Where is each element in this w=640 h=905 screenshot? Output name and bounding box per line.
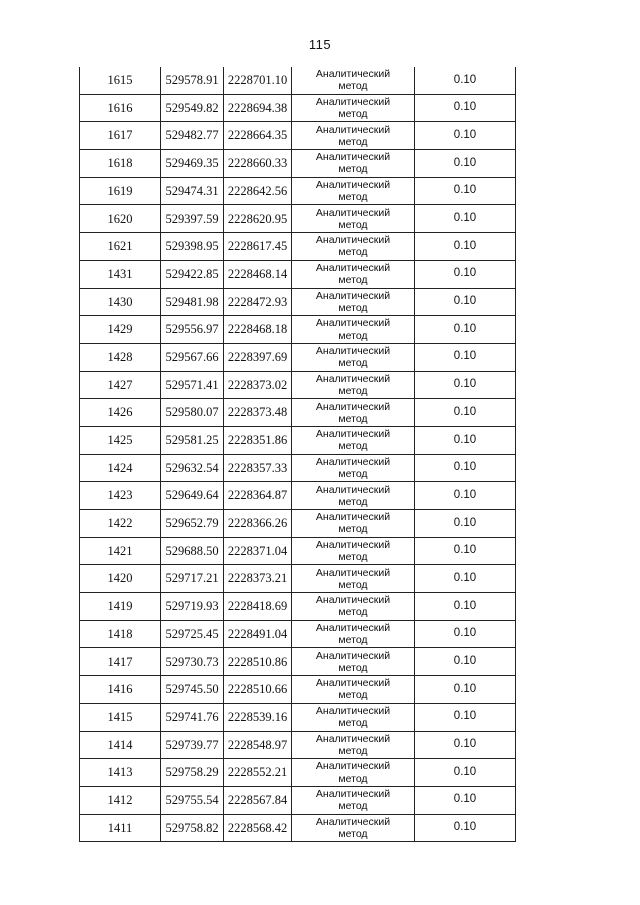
method-cell [292,316,415,344]
method-text: Аналитический метод [315,179,391,204]
x-coordinate-cell: 529549.82 [161,94,224,122]
table-row [80,537,516,565]
accuracy-cell: 0.10 [415,510,516,538]
point-number-cell: 1427 [80,371,161,399]
point-number-cell: 1426 [80,399,161,427]
method-text: Аналитический метод [315,372,391,397]
method-cell [292,399,415,427]
method-text: Аналитический метод [315,594,391,619]
accuracy-cell: 0.10 [415,233,516,261]
accuracy-cell: 0.10 [415,260,516,288]
point-number-cell: 1415 [80,703,161,731]
x-coordinate-cell: 529632.54 [161,454,224,482]
method-cell [292,122,415,150]
x-coordinate-cell: 529745.50 [161,676,224,704]
y-coordinate-cell: 2228364.87 [224,482,292,510]
method-cell [292,676,415,704]
method-cell [292,454,415,482]
y-coordinate-cell: 2228694.38 [224,94,292,122]
point-number-cell: 1421 [80,537,161,565]
point-number-cell: 1414 [80,731,161,759]
x-coordinate-cell: 529741.76 [161,703,224,731]
y-coordinate-cell: 2228642.56 [224,177,292,205]
accuracy-cell: 0.10 [415,814,516,842]
table-row [80,648,516,676]
accuracy-cell: 0.10 [415,482,516,510]
method-cell [292,67,415,94]
method-text: Аналитический метод [315,289,391,314]
method-text: Аналитический метод [315,206,391,231]
y-coordinate-cell: 2228468.18 [224,316,292,344]
coordinates-table-body [80,67,516,842]
x-coordinate-cell: 529578.91 [161,67,224,94]
point-number-cell: 1619 [80,177,161,205]
table-row [80,94,516,122]
method-text: Аналитический метод [315,538,391,564]
point-number-cell: 1615 [80,67,161,94]
x-coordinate-cell: 529422.85 [161,260,224,288]
method-text: Аналитический метод [315,428,391,453]
point-number-cell: 1419 [80,593,161,621]
accuracy-cell: 0.10 [415,703,516,731]
method-text: Аналитический метод [315,123,391,148]
point-number-cell: 1424 [80,454,161,482]
method-cell [292,177,415,205]
point-number-cell: 1413 [80,759,161,787]
y-coordinate-cell: 2228418.69 [224,593,292,621]
table-row [80,786,516,814]
method-cell [292,814,415,842]
method-cell [292,205,415,233]
table-row [80,288,516,316]
accuracy-cell: 0.10 [415,67,516,94]
table-row [80,731,516,759]
y-coordinate-cell: 2228373.48 [224,399,292,427]
method-text: Аналитический метод [315,317,391,342]
method-text: Аналитический метод [315,345,391,370]
accuracy-cell: 0.10 [415,786,516,814]
accuracy-cell: 0.10 [415,343,516,371]
point-number-cell: 1428 [80,343,161,371]
table-row [80,426,516,454]
method-text: Аналитический метод [315,732,391,757]
y-coordinate-cell: 2228468.14 [224,260,292,288]
table-row [80,67,516,94]
method-cell [292,648,415,676]
x-coordinate-cell: 529739.77 [161,731,224,759]
y-coordinate-cell: 2228701.10 [224,67,292,94]
accuracy-cell: 0.10 [415,565,516,593]
table-row [80,205,516,233]
method-cell [292,593,415,621]
point-number-cell: 1621 [80,233,161,261]
y-coordinate-cell: 2228373.21 [224,565,292,593]
table-row [80,593,516,621]
method-cell [292,233,415,261]
accuracy-cell: 0.10 [415,426,516,454]
point-number-cell: 1620 [80,205,161,233]
x-coordinate-cell: 529725.45 [161,620,224,648]
method-cell [292,94,415,122]
table-row [80,620,516,648]
method-cell [292,371,415,399]
x-coordinate-cell: 529719.93 [161,593,224,621]
method-cell [292,288,415,316]
method-text: Аналитический метод [315,262,391,287]
method-text: Аналитический метод [315,622,391,647]
method-text: Аналитический метод [315,815,391,840]
x-coordinate-cell: 529556.97 [161,316,224,344]
method-text: Аналитический метод [315,649,391,674]
table-row [80,399,516,427]
x-coordinate-cell: 529398.95 [161,233,224,261]
y-coordinate-cell: 2228567.84 [224,786,292,814]
point-number-cell: 1418 [80,620,161,648]
point-number-cell: 1429 [80,316,161,344]
accuracy-cell: 0.10 [415,648,516,676]
method-text: Аналитический метод [315,705,391,730]
accuracy-cell: 0.10 [415,676,516,704]
accuracy-cell: 0.10 [415,593,516,621]
table-row [80,260,516,288]
table-row [80,343,516,371]
accuracy-cell: 0.10 [415,316,516,344]
point-number-cell: 1412 [80,786,161,814]
y-coordinate-cell: 2228351.86 [224,426,292,454]
method-text: Аналитический метод [315,234,391,259]
x-coordinate-cell: 529652.79 [161,510,224,538]
coordinates-table [79,67,516,842]
x-coordinate-cell: 529649.64 [161,482,224,510]
table-row [80,703,516,731]
method-cell [292,620,415,648]
y-coordinate-cell: 2228568.42 [224,814,292,842]
accuracy-cell: 0.10 [415,205,516,233]
table-row [80,122,516,150]
method-cell [292,537,415,565]
page-number: 115 [308,37,332,52]
y-coordinate-cell: 2228397.69 [224,343,292,371]
table-row [80,510,516,538]
y-coordinate-cell: 2228510.86 [224,648,292,676]
y-coordinate-cell: 2228664.35 [224,122,292,150]
accuracy-cell: 0.10 [415,288,516,316]
point-number-cell: 1416 [80,676,161,704]
point-number-cell: 1430 [80,288,161,316]
point-number-cell: 1423 [80,482,161,510]
x-coordinate-cell: 529482.77 [161,122,224,150]
accuracy-cell: 0.10 [415,620,516,648]
y-coordinate-cell: 2228548.97 [224,731,292,759]
method-cell [292,343,415,371]
method-cell [292,482,415,510]
y-coordinate-cell: 2228510.66 [224,676,292,704]
table-row [80,150,516,178]
point-number-cell: 1411 [80,814,161,842]
method-text: Аналитический метод [315,400,391,425]
method-text: Аналитический метод [315,566,391,591]
x-coordinate-cell: 529580.07 [161,399,224,427]
method-cell [292,759,415,787]
table-row [80,371,516,399]
method-text: Аналитический метод [315,677,391,702]
x-coordinate-cell: 529567.66 [161,343,224,371]
x-coordinate-cell: 529469.35 [161,150,224,178]
method-text: Аналитический метод [315,788,391,813]
x-coordinate-cell: 529758.82 [161,814,224,842]
point-number-cell: 1431 [80,260,161,288]
table-row [80,676,516,704]
y-coordinate-cell: 2228539.16 [224,703,292,731]
accuracy-cell: 0.10 [415,94,516,122]
y-coordinate-cell: 2228491.04 [224,620,292,648]
y-coordinate-cell: 2228357.33 [224,454,292,482]
x-coordinate-cell: 529581.25 [161,426,224,454]
x-coordinate-cell: 529758.29 [161,759,224,787]
table-row [80,177,516,205]
x-coordinate-cell: 529717.21 [161,565,224,593]
table-row [80,759,516,787]
accuracy-cell: 0.10 [415,731,516,759]
x-coordinate-cell: 529397.59 [161,205,224,233]
y-coordinate-cell: 2228617.45 [224,233,292,261]
table-row [80,233,516,261]
point-number-cell: 1616 [80,94,161,122]
accuracy-cell: 0.10 [415,122,516,150]
method-text: Аналитический метод [315,760,391,785]
accuracy-cell: 0.10 [415,537,516,565]
method-text: Аналитический метод [315,511,391,536]
accuracy-cell: 0.10 [415,150,516,178]
table-row [80,814,516,842]
table-row [80,482,516,510]
method-cell [292,703,415,731]
point-number-cell: 1617 [80,122,161,150]
x-coordinate-cell: 529755.54 [161,786,224,814]
table-row [80,454,516,482]
accuracy-cell: 0.10 [415,759,516,787]
y-coordinate-cell: 2228366.26 [224,510,292,538]
point-number-cell: 1618 [80,150,161,178]
accuracy-cell: 0.10 [415,454,516,482]
y-coordinate-cell: 2228373.02 [224,371,292,399]
point-number-cell: 1417 [80,648,161,676]
method-cell [292,426,415,454]
x-coordinate-cell: 529481.98 [161,288,224,316]
x-coordinate-cell: 529571.41 [161,371,224,399]
accuracy-cell: 0.10 [415,399,516,427]
table-row [80,565,516,593]
method-text: Аналитический метод [315,483,391,508]
x-coordinate-cell: 529474.31 [161,177,224,205]
accuracy-cell: 0.10 [415,177,516,205]
y-coordinate-cell: 2228620.95 [224,205,292,233]
method-cell [292,731,415,759]
method-cell [292,150,415,178]
method-cell [292,510,415,538]
method-cell [292,260,415,288]
y-coordinate-cell: 2228552.21 [224,759,292,787]
y-coordinate-cell: 2228472.93 [224,288,292,316]
method-text: Аналитический метод [315,455,391,480]
point-number-cell: 1422 [80,510,161,538]
method-cell [292,786,415,814]
y-coordinate-cell: 2228371.04 [224,537,292,565]
y-coordinate-cell: 2228660.33 [224,150,292,178]
accuracy-cell: 0.10 [415,371,516,399]
method-cell [292,565,415,593]
method-text: Аналитический метод [315,68,391,93]
table-row [80,316,516,344]
point-number-cell: 1420 [80,565,161,593]
x-coordinate-cell: 529730.73 [161,648,224,676]
method-text: Аналитический метод [315,151,391,176]
method-text: Аналитический метод [315,95,391,121]
point-number-cell: 1425 [80,426,161,454]
x-coordinate-cell: 529688.50 [161,537,224,565]
